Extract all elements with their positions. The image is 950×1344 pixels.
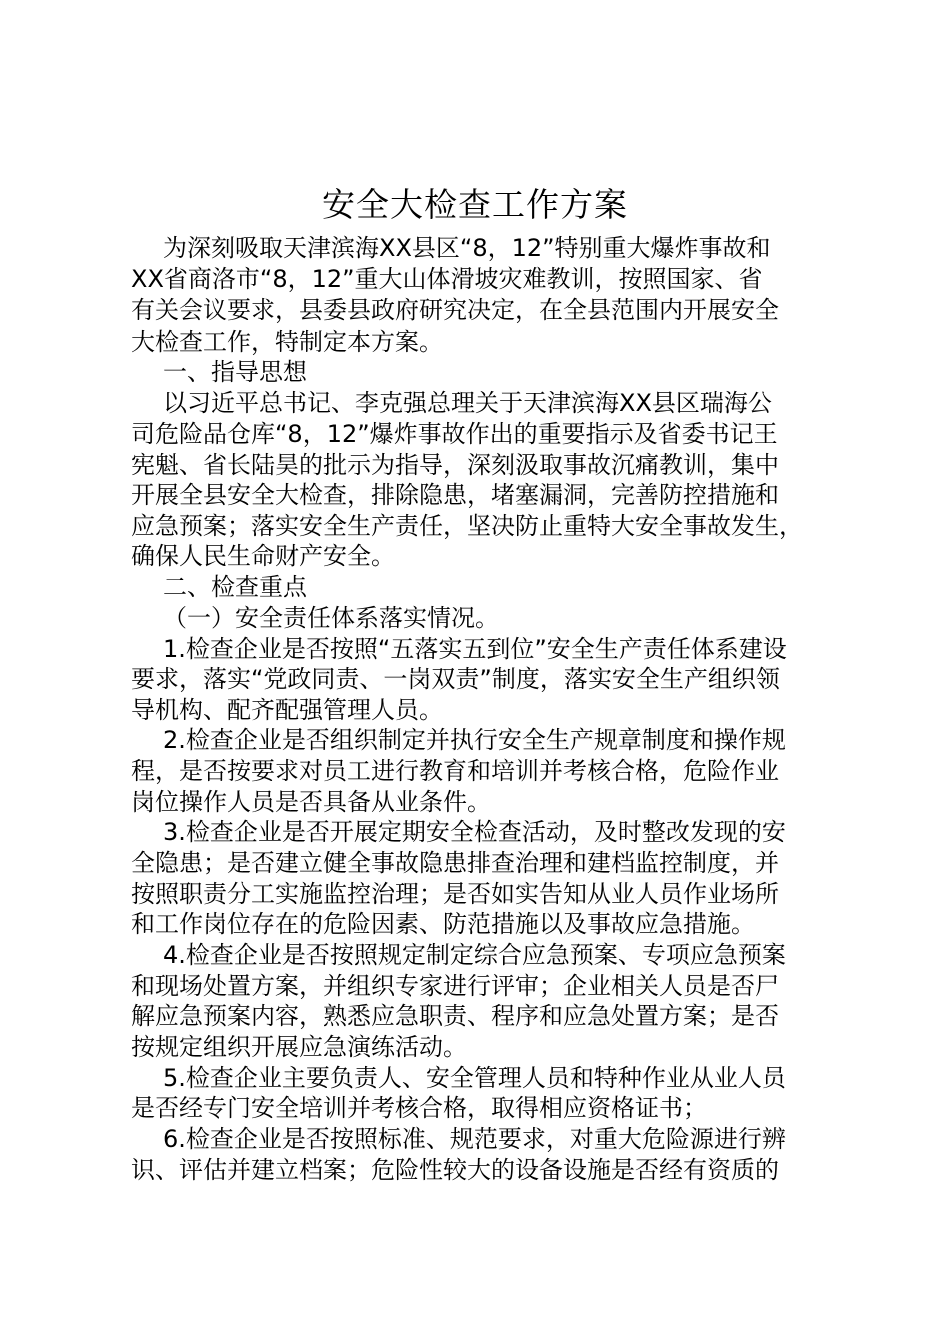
- paragraph-line: 确保人民生命财产安全。: [131, 542, 395, 570]
- paragraph-line: 是否经专门安全培训并考核合格，取得相应资格证书；: [131, 1094, 707, 1122]
- paragraph-line: 以习近平总书记、李克强总理关于天津滨海XX县区瑞海公: [163, 389, 772, 417]
- paragraph-line: 要求，落实“党政同责、一岗双责”制度，落实安全生产组织领: [131, 665, 780, 693]
- subsection-heading: （一）安全责任体系落实情况。: [163, 604, 499, 632]
- paragraph-line: 按照职责分工实施监控治理；是否如实告知从业人员作业场所: [131, 880, 779, 908]
- paragraph-line: 大检查工作，特制定本方案。: [131, 328, 443, 356]
- document-title: 安全大检查工作方案: [322, 185, 628, 224]
- paragraph-line: 和现场处置方案，并组织专家进行评审；企业相关人员是否尸: [131, 972, 779, 1000]
- paragraph-line: 6.检查企业是否按照标准、规范要求，对重大危险源进行辨: [163, 1125, 786, 1153]
- paragraph-line: 识、评估并建立档案；危险性较大的设备设施是否经有资质的: [131, 1156, 779, 1184]
- paragraph-line: 司危险品仓库“8，12”爆炸事故作出的重要指示及省委书记王: [131, 420, 778, 448]
- paragraph-line: 开展全县安全大检查，排除隐患，堵塞漏洞，完善防控措施和: [131, 481, 779, 509]
- paragraph-line: 全隐患；是否建立健全事故隐患排查治理和建档监控制度，并: [131, 849, 779, 877]
- paragraph-line: 宪魁、省长陆昊的批示为指导，深刻汲取事故沉痛教训，集中: [131, 451, 779, 479]
- section-heading: 二、检查重点: [163, 573, 307, 601]
- paragraph-line: 岗位操作人员是否具备从业条件。: [131, 788, 491, 816]
- paragraph-line: 和工作岗位存在的危险因素、防范措施以及事故应急措施。: [131, 910, 755, 938]
- paragraph-line: XX省商洛市“8，12”重大山体滑坡灾难教训，按照国家、省: [131, 265, 763, 293]
- paragraph-line: 1.检查企业是否按照“五落实五到位”安全生产责任体系建设: [163, 635, 787, 663]
- paragraph-line: 2.检查企业是否组织制定并执行安全生产规章制度和操作规: [163, 726, 786, 754]
- paragraph-line: 应急预案；落实安全生产责任，坚决防止重特大安全事故发生，: [131, 512, 803, 540]
- paragraph-line: 为深刻吸取天津滨海XX县区“8，12”特别重大爆炸事故和: [163, 234, 771, 262]
- paragraph-line: 按规定组织开展应急演练活动。: [131, 1033, 467, 1061]
- paragraph-line: 导机构、配齐配强管理人员。: [131, 696, 443, 724]
- paragraph-line: 5.检查企业主要负责人、安全管理人员和特种作业从业人员: [163, 1064, 786, 1092]
- paragraph-line: 解应急预案内容，熟悉应急职责、程序和应急处置方案；是否: [131, 1002, 779, 1030]
- paragraph-line: 3.检查企业是否开展定期安全检查活动，及时整改发现的安: [163, 818, 786, 846]
- section-heading: 一、指导思想: [163, 358, 307, 386]
- paragraph-line: 4.检查企业是否按照规定制定综合应急预案、专项应急预案: [163, 941, 786, 969]
- paragraph-line: 有关会议要求，县委县政府研究决定，在全县范围内开展安全: [131, 296, 779, 324]
- paragraph-line: 程，是否按要求对员工进行教育和培训并考核合格，危险作业: [131, 757, 779, 785]
